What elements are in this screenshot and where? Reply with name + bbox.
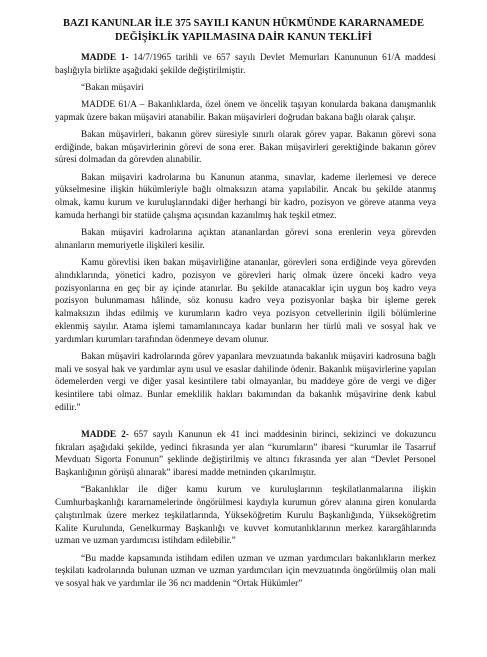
paragraph: Bakan müşaviri kadrolarında görev yapanlara mevzuatında bakanlık müşaviri kadrosuna bağlı mali ve sosyal hak ve yardımlar aynı usul ve esaslar dahilinde ödenir. Bakanlık müşavirlerine yapılan ödemelerden vergi ve diğer yasal kesintilere tabi olmayanlar, bu maddeye göre de vergi ve diğer kesintilere tabi olmaz. Bunlar emeklilik hakları bakımından da bakanlık müşavirine denk kabul edilir.” — [55, 351, 436, 413]
paragraph: MADDE 61/A – Bakanlıklarda, özel önem ve öncelik taşıyan konularda bakana danışmanlık yapmak üzere bakan müşaviri atanabilir. Bakan müşavirleri doğrudan bakana bağlı olarak çalışır. — [55, 99, 436, 123]
document-body — [55, 52, 436, 595]
paragraph: Kamu görevlisi iken bakan müşavirliğine atananlar, görevleri sona erdiğinde veya görevden alındıklarında, yönetici kadro, pozisyon ve görevleri hariç olmak üzere önceki kadro veya pozisyonlarına en geç bir ay içinde atanırlar. Bu şekilde atanacaklar için uygun boş kadro veya pozisyon bulunmaması hâlinde, söz konusu kadro veya pozisyonlar başka bir işleme gerek kalmaksızın ihdas edilmiş ve kurumların kadro veya pozisyon cetvellerinin ilgili bölümlerine eklenmiş sayılır. Atama işlemi tamamlanıncaya kadar bunların her türlü mali ve sosyal hak ve yardımları kurumları tarafından ödenmeye devam olunur. — [55, 257, 436, 345]
title-line-1: BAZI KANUNLAR İLE 375 SAYILI KANUN HÜKMÜNDE KARARNAMEDE — [62, 18, 425, 29]
article-label: MADDE 1- — [81, 53, 129, 63]
paragraph-madde-1 — [55, 52, 436, 78]
document-title — [40, 17, 447, 45]
paragraph-text: 14/7/1965 tarihli ve 657 sayılı Devlet Memurları Kanununun 61/A maddesi başlığıyla birlikte aşağıdaki şekilde değiştirilmiştir. — [55, 53, 436, 76]
article-label: MADDE 2- — [81, 429, 129, 440]
paragraph: Bakan müşaviri kadrolarına açıktan atananlardan görevi sona erenlerin veya görevden alınanların memuriyetle ilişkileri kesilir. — [55, 228, 436, 251]
paragraph: “Bakanlıklar ile diğer kamu kurum ve kuruluşlarının teşkilatlanmalarına ilişkin Cumhurbaşkanlığı kararnamelerinde öngörülmesi kaydıyla kurumun görev alanına giren konularda çalıştırılmak üzere merkez teşkilatlarında, Yükseköğretim Kurulu Başkanlığında, Yükseköğretim Kalite Kurulunda, Genelkurmay Başkanlığı ve kuvvet komutanlıklarının merkez karargâhlarında uzman ve uzman yardımcısı istihdam edilebilir.” — [55, 485, 436, 547]
title-line-2: DEĞİŞİKLİK YAPILMASINA DAİR KANUN TEKLİFİ — [115, 32, 372, 43]
paragraph-text: 657 sayılı Kanunun ek 41 inci maddesinin birinci, sekizinci ve dokuzuncu fıkraları aşağıdaki şekilde, yedinci fıkrasında yer alan “kurumların” ibaresi “kurumlar ile Tasarruf Mevduatı Sigorta Fonunun” şeklinde değiştirilmiş ve altıncı fıkrasında yer alan “Devlet Personel Başkanlığının görüşü alınarak” ibaresi madde metninden çıkarılmıştır. — [55, 429, 437, 479]
paragraph: Bakan müşaviri kadrolarına bu Kanunun atanma, sınavlar, kademe ilerlemesi ve derece yükselmesine ilişkin hükümleriyle bağlı olmaksızın atama yapılabilir. Ancak bu şekilde atanmış olmak, kamu kurum ve kuruluşlarındaki diğer herhangi bir kadro, pozisyon ve göreve atanma veya kamuda herhangi bir statüde çalışma açısından kazanılmış hak teşkil etmez. — [55, 172, 436, 221]
paragraph: “Bu madde kapsamında istihdam edilen uzman ve uzman yardımcıları bakanlıkların merkez teşkilatı kadrolarında bulunan uzman ve uzman yardımcıları için mevzuatında öngörülmüş olan mali ve sosyal hak ve yardımlar ile 36 ncı maddenin “Ortak Hükümler” — [55, 553, 436, 590]
paragraph: “Bakan müşaviri — [81, 82, 144, 93]
paragraph: Bakan müşavirleri, bakanın görev süresiyle sınırlı olarak görev yapar. Bakanın görevi sona erdiğinde, bakan müşavirlerinin görevi de sona erer. Bakan müşavirleri gerektiğinde bakanın görev süresi dolmadan da görevden alınabilir. — [55, 129, 436, 166]
paragraph-madde-2 — [55, 429, 436, 480]
